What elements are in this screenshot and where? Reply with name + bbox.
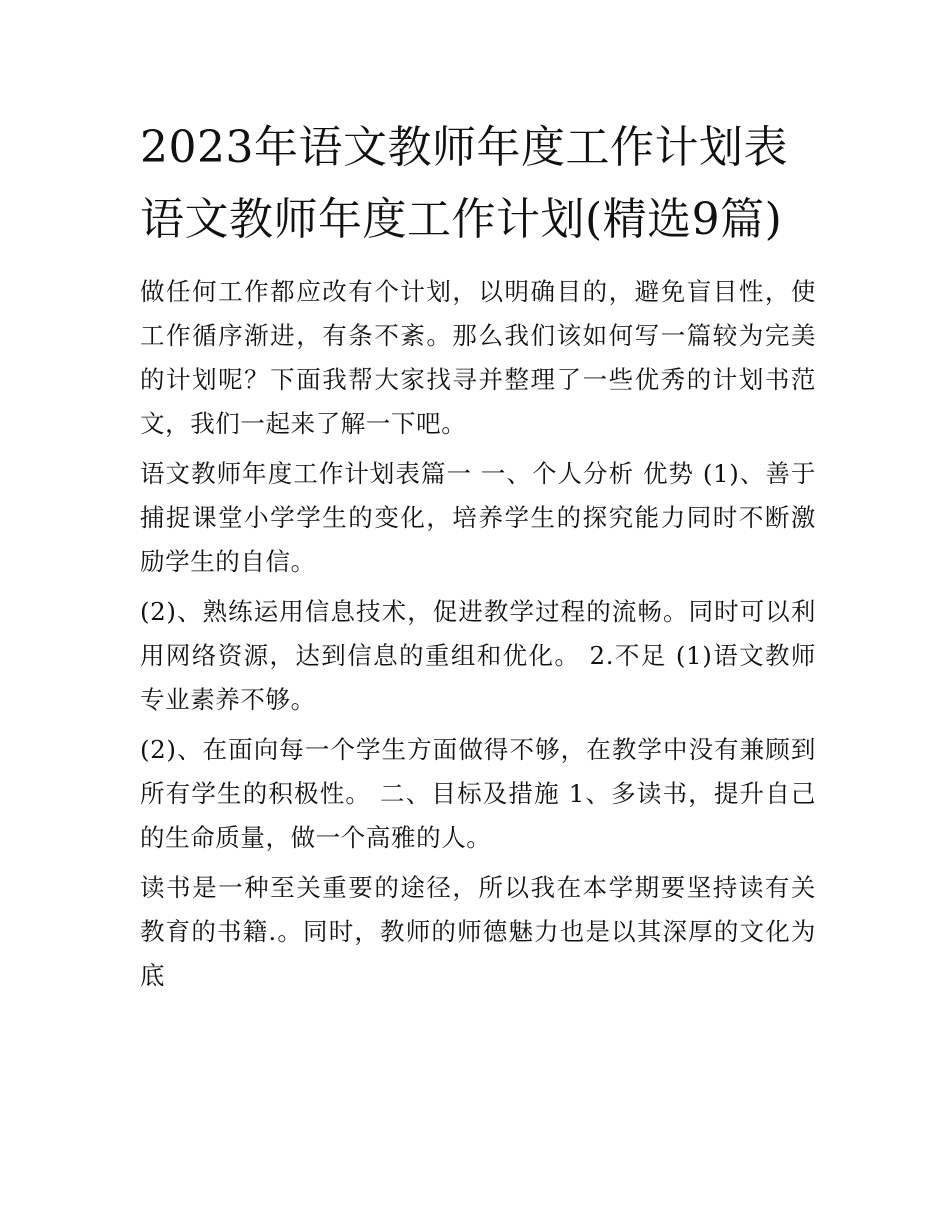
- document-title: 2023年语文教师年度工作计划表 语文教师年度工作计划(精选9篇): [140, 122, 788, 245]
- paragraph-info-tech: (2)、熟练运用信息技术，促进教学过程的流畅。同时可以利用网络资源，达到信息的重组和优化。 2.不足 (1)语文教师专业素养不够。: [140, 597, 816, 714]
- paragraph-reading: 读书是一种至关重要的途径，所以我在本学期要坚持读有关教育的书籍.。同时，教师的师德魅力也是以其深厚的文化为底: [140, 873, 816, 990]
- paragraph-goals: (2)、在面向每一个学生方面做得不够，在教学中没有兼顾到所有学生的积极性。 二、目标及措施 1、多读书，提升自己的生命质量，做一个高雅的人。: [140, 735, 816, 852]
- paragraph-intro: 做任何工作都应改有个计划，以明确目的，避免盲目性，使工作循序渐进，有条不紊。那么我们该如何写一篇较为完美的计划呢？下面我帮大家找寻并整理了一些优秀的计划书范文，我们一起来了解一下吧。: [140, 277, 816, 438]
- document-page: [140, 112, 816, 1004]
- paragraph-plan-one-strengths: 语文教师年度工作计划表篇一 一、个人分析 优势 (1)、善于捕捉课堂小学学生的变化，培养学生的探究能力同时不断激励学生的自信。: [140, 459, 816, 576]
